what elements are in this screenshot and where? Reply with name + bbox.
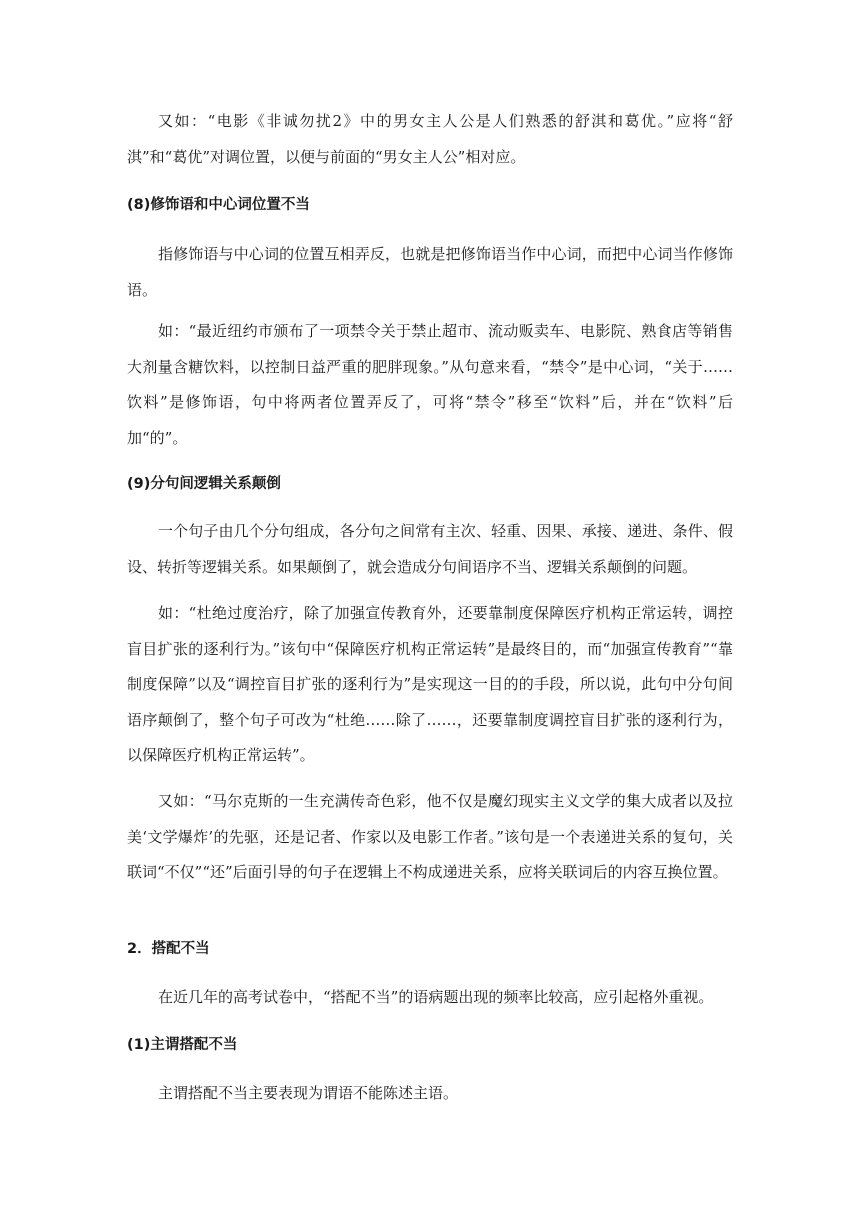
section-heading: (9)分句间逻辑关系颠倒	[127, 476, 281, 492]
example-paragraph: 如：“杜绝过度治疗，除了加强宣传教育外，还要靠制度保障医疗机构正常运转，调控盲目扩张的逐利行为。”该句中“保障医疗机构正常运转”是最终目的，而“加强宣传教育”“靠制度保障”以及“调控盲目扩张的逐利行为”是实现这一目的的手段，所以说，此句中分句间语序颠倒了，整个句子可改为“杜绝……除了……，还要靠制度调控盲目扩张的逐利行为，以保障医疗机构正常运转”。	[127, 604, 733, 764]
example-paragraph: 又如：“马尔克斯的一生充满传奇色彩，他不仅是魔幻现实主义文学的集大成者以及拉美‘文学爆炸’的先驱，还是记者、作家以及电影工作者。”该句是一个表递进关系的复句，关联词“不仅”“还”后面引导的句子在逻辑上不构成递进关系，应将关联词后的内容互换位置。	[127, 792, 733, 881]
body-paragraph: 主谓搭配不当主要表现为谓语不能陈述主语。	[158, 1084, 459, 1102]
section-heading: 2．搭配不当	[127, 941, 210, 957]
example-paragraph: 如：“最近纽约市颁布了一项禁令关于禁止超市、流动贩卖车、电影院、熟食店等销售大剂量含糖饮料，以控制日益严重的肥胖现象。”从句意来看，“禁令”是中心词，“关于……饮料”是修饰语，句中将两者位置弄反了，可将“禁令”移至“饮料”后，并在“饮料”后加“的”。	[127, 322, 733, 447]
body-paragraph: 指修饰语与中心词的位置互相弄反，也就是把修饰语当作中心词，而把中心词当作修饰语。	[127, 245, 733, 299]
body-paragraph: 一个句子由几个分句组成，各分句之间常有主次、轻重、因果、承接、递进、条件、假设、转折等逻辑关系。如果颠倒了，就会造成分句间语序不当、逻辑关系颠倒的问题。	[127, 522, 733, 576]
section-heading: (1)主谓搭配不当	[127, 1037, 238, 1053]
section-heading: (8)修饰语和中心词位置不当	[127, 197, 310, 213]
body-paragraph: 在近几年的高考试卷中，“搭配不当”的语病题出现的频率比较高，应引起格外重视。	[158, 988, 714, 1006]
example-paragraph: 又如：“电影《非诚勿扰2》中的男女主人公是人们熟悉的舒淇和葛优。”应将“舒淇”和“葛优”对调位置，以便与前面的“男女主人公”相对应。	[127, 112, 733, 166]
